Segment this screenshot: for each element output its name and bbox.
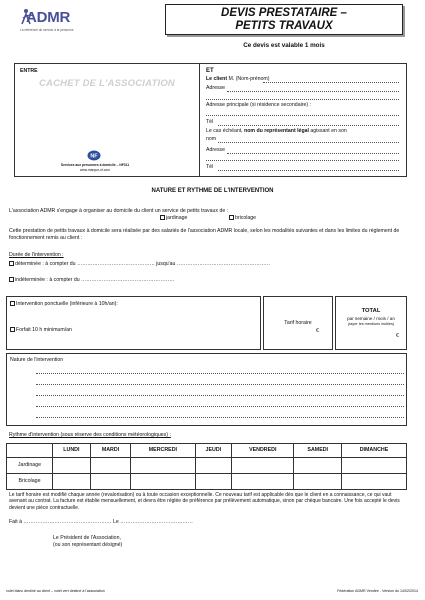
total-label: TOTAL [361, 308, 381, 314]
client-field-line[interactable] [263, 82, 399, 83]
day-header: JEUDI [195, 444, 232, 458]
schedule-cell[interactable] [232, 458, 294, 474]
schedule-cell[interactable] [232, 474, 294, 490]
bricolage-checkbox[interactable] [229, 215, 234, 220]
svg-text:NF: NF [90, 153, 98, 160]
day-header: DIMANCHE [341, 444, 406, 458]
nature-line-5[interactable] [36, 417, 404, 418]
total-period: par semaine / mois / an [347, 316, 395, 321]
representant-prefix: Le cas échéant, [206, 128, 245, 134]
schedule-cell[interactable] [341, 474, 406, 490]
rythme-table [6, 443, 407, 490]
schedule-cell[interactable] [53, 458, 91, 474]
total-box [335, 296, 407, 350]
ponctuelle-option[interactable] [10, 301, 118, 308]
rythme-label: Rythme d'intervention (sous réserve des conditions météorologiques) : [9, 432, 171, 438]
intervention-options-box [6, 296, 261, 350]
day-header: VENDREDI [232, 444, 294, 458]
day-header: SAMEDI [294, 444, 342, 458]
client-line [206, 76, 269, 83]
section-title: NATURE ET RYTHME DE L'INTERVENTION [151, 188, 274, 194]
table-row [7, 474, 407, 490]
indeterminee-text: indéterminée : à compter du ……………………………………………… [15, 277, 175, 283]
title-line-2: PETITS TRAVAUX [235, 20, 333, 32]
row-label-bricolage: Bricolage [7, 474, 53, 490]
schedule-cell[interactable] [131, 458, 195, 474]
table-row [7, 458, 407, 474]
rythme-header-row [7, 444, 407, 458]
jardinage-label: jardinage [166, 215, 188, 221]
cert-line-2: www.marque-nf.com [79, 167, 111, 172]
tarif-euro: € [316, 328, 319, 334]
adresse2-field[interactable] [227, 153, 399, 154]
tel-label: Tél [206, 119, 214, 125]
forfait-option[interactable] [10, 327, 72, 334]
validity-note: Ce devis est valable 1 mois [243, 42, 325, 49]
client-label: Le client [206, 76, 228, 82]
nature-label: Nature de l'intervention [10, 357, 64, 363]
footer-left: volet blanc destiné au client – volet vert destiné à l'association [6, 589, 105, 593]
title-box [165, 4, 403, 35]
schedule-cell[interactable] [195, 474, 232, 490]
nature-line-1[interactable] [36, 373, 404, 374]
admr-logo [20, 8, 80, 38]
schedule-cell[interactable] [90, 458, 130, 474]
day-header: MARDI [90, 444, 130, 458]
adresse-principale-label: Adresse principale (si résidence secondaire) : [206, 102, 311, 108]
tel-field[interactable] [218, 125, 399, 126]
nf-logo-icon [87, 150, 101, 161]
cert-line-1: Services aux personnes à domicile – NF311 [60, 163, 130, 167]
schedule-cell[interactable] [341, 458, 406, 474]
day-header: MERCREDI [131, 444, 195, 458]
adresse2-field-2[interactable] [206, 160, 399, 161]
schedule-cell[interactable] [53, 474, 91, 490]
nature-line-3[interactable] [36, 395, 404, 396]
duree-indeterminee[interactable] [9, 277, 174, 284]
nature-line-4[interactable] [36, 406, 404, 407]
bricolage-label: bricolage [235, 215, 257, 221]
association-stamp: CACHET DE L'ASSOCIATION [39, 78, 175, 89]
nature-line-2[interactable] [36, 384, 404, 385]
determinee-text: déterminée : à compter du ……………………………………… jusqu'au ……………………………………………… [15, 261, 271, 267]
prestation-paragraph: Cette prestation de petits travaux à domicile sera réalisée par des salariés de l'association ADMR locale, selon les modalités suivantes et dans les limites du règlement de fonctionnement remis au client : [9, 228, 400, 241]
forfait-checkbox[interactable] [10, 327, 15, 332]
schedule-cell[interactable] [294, 474, 342, 490]
row-label-jardinage: Jardinage [7, 458, 53, 474]
et-label: ET [206, 68, 214, 74]
client-value: M. (Nom-prénom) [228, 76, 270, 82]
nom-field[interactable] [218, 142, 399, 143]
determinee-checkbox[interactable] [9, 261, 14, 266]
rythme-corner-cell [7, 444, 53, 458]
total-euro: € [396, 333, 399, 339]
adresse-field[interactable] [227, 91, 399, 92]
nature-box [6, 353, 407, 426]
schedule-cell[interactable] [90, 474, 130, 490]
title-line-1: DEVIS PRESTATAIRE – [221, 7, 347, 19]
representant-line [206, 128, 347, 135]
tarif-notice: Le tarif horaire est modifié chaque année (revalorisation) ou à toute occasion exceptionnelle. Ce nouveau tarif est applicable dès que le client en a connaissance, ce qui vaut avenant au contrat. La facture est établie mensuellement, et devra être réglée de préférence par prélèvement automatique, sinon par chèque bancaire. Une fois accepté le devis devient une pièce contractuelle. [9, 492, 400, 511]
option-jardinage[interactable] [160, 215, 187, 222]
jardinage-checkbox[interactable] [160, 215, 165, 220]
adresse-principale-field[interactable] [206, 115, 399, 116]
logo-tagline: La référence du service à la personne [20, 28, 74, 32]
intro-text: L'association ADMR s'engage à organiser au domicile du client un service de petits travaux de : [9, 208, 229, 214]
representant-bold: nom du représentant légal [244, 128, 309, 134]
ponctuelle-label: Intervention ponctuelle (inférieure à 10h/an): [16, 301, 118, 307]
schedule-cell[interactable] [294, 458, 342, 474]
adresse-field-2[interactable] [206, 99, 399, 100]
logo-brand: ADMR [26, 9, 71, 26]
fait-a-line[interactable]: Fait à …………………………………………… Le …………………………………… [9, 519, 193, 525]
adresse2-label: Adresse [206, 147, 226, 153]
option-bricolage[interactable] [229, 215, 256, 222]
adresse-label: Adresse [206, 85, 226, 91]
nf-certification-logo [87, 150, 101, 161]
indeterminee-checkbox[interactable] [9, 277, 14, 282]
total-rayer: (rayer les mentions inutiles) [347, 322, 395, 326]
forfait-label: Forfait 10 h minimum/an [16, 327, 72, 333]
nom-label: nom [206, 136, 217, 142]
duree-title: Durée de l'intervention : [9, 252, 64, 258]
president-line-2: (ou son représentant désigné) [53, 542, 123, 548]
president-line-1: Le Président de l'Association, [53, 535, 121, 541]
entre-label: ENTRE [20, 68, 38, 74]
tel2-label: Tél [206, 164, 214, 170]
schedule-cell[interactable] [131, 474, 195, 490]
rythme-table-wrap [6, 443, 407, 490]
tel2-field[interactable] [218, 170, 399, 171]
representant-suffix: agissant en son [308, 128, 347, 134]
schedule-cell[interactable] [195, 458, 232, 474]
tarif-horaire-box [263, 296, 333, 350]
ponctuelle-checkbox[interactable] [10, 301, 15, 306]
tarif-horaire-label: Tarif horaire [284, 320, 312, 326]
parties-divider [199, 64, 200, 176]
day-header: LUNDI [53, 444, 91, 458]
duree-determinee[interactable] [9, 261, 270, 268]
parties-box [14, 63, 407, 177]
footer-right: Fédération ADMR Vendée - Version du 14/02/2014 [337, 589, 418, 593]
